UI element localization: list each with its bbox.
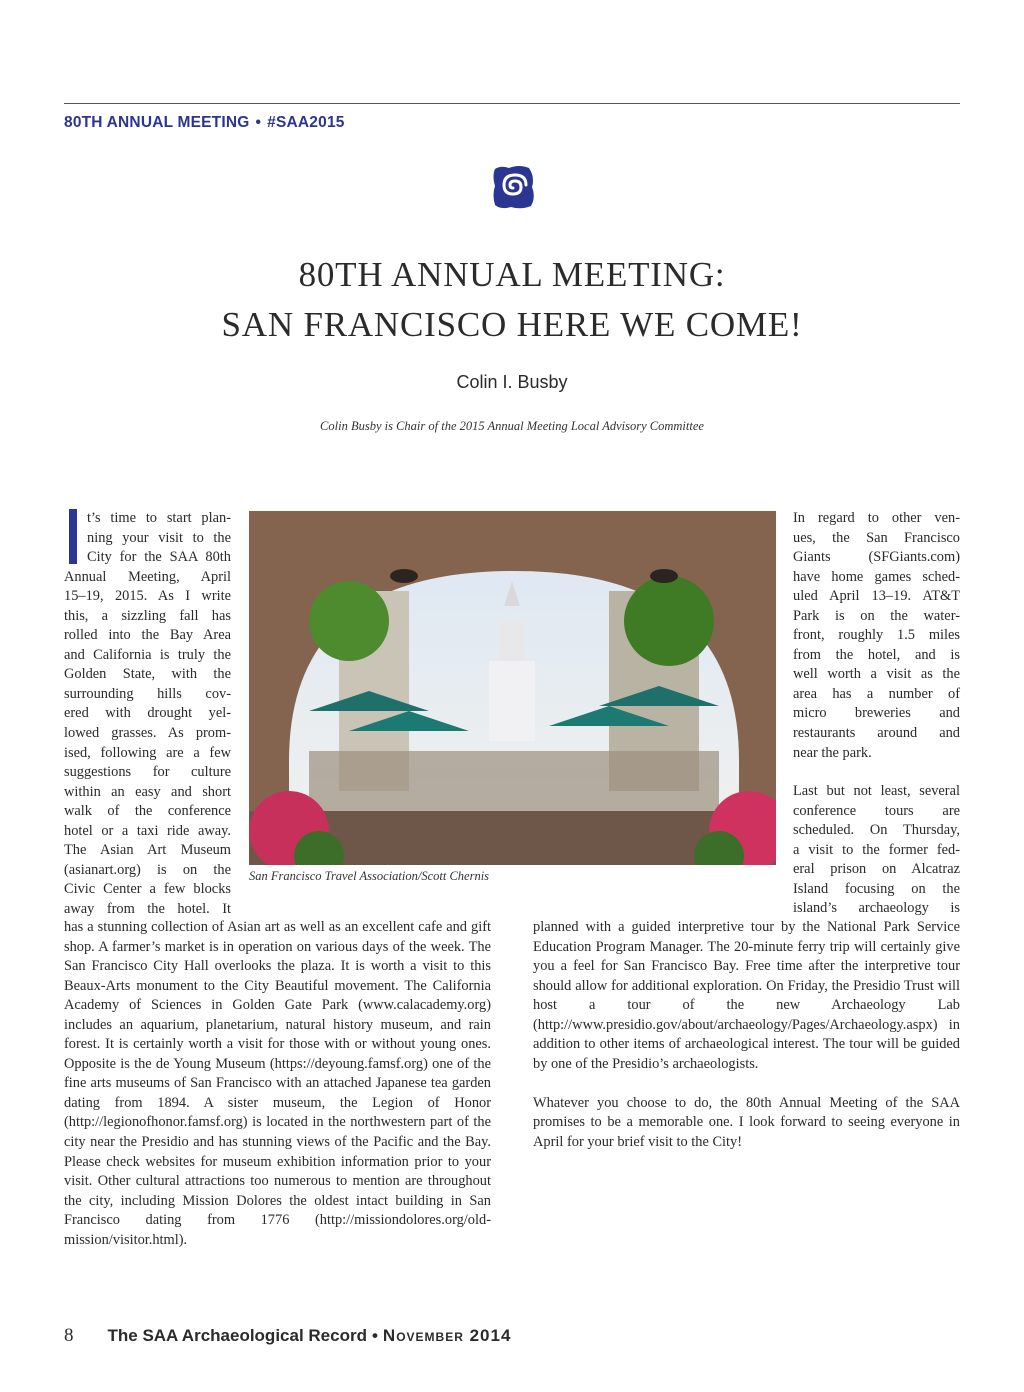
paragraph: planned with a guided interpretive tour by the National Park Service Education Program Manager. The 20-minute ferry trip will certainly give you a feel for San Francisco Bay. Free time after the interpretive tour should allow for additional exploration. On Friday, the Presidio Trust will host a tour of the new Archaeology Lab (http://www.presidio.gov/about/archaeology/Pages/Archaeology.aspx) in addition to other items of archaeological interest. The tour will be guided by one of the Presidio’s archaeologists.	[533, 919, 960, 1072]
text-line: restaurants around and	[793, 725, 960, 742]
author-name: Colin I. Busby	[456, 372, 568, 392]
saa-spiral-logo-icon	[491, 163, 536, 211]
text-line: Golden State, with the	[64, 666, 231, 683]
text-line: a visit to the former fed-	[793, 841, 960, 858]
text-line: lowed grasses. As prom-	[64, 725, 231, 742]
page-footer	[64, 1325, 511, 1347]
ferry-building-photo	[249, 511, 776, 865]
text-line: Civic Center a few blocks	[64, 881, 231, 898]
title-line-1: 80TH ANNUAL MEETING:	[298, 255, 726, 294]
text-line: scheduled. On Thursday,	[793, 822, 960, 839]
text-line: well worth a visit as the	[793, 666, 960, 683]
text-line: Giants (SFGiants.com)	[793, 549, 960, 566]
running-head-separator: •	[255, 114, 262, 131]
running-head	[64, 114, 345, 132]
text-line: island’s archaeology is	[793, 900, 960, 917]
column-1-continuation	[64, 918, 491, 1250]
text-line: suggestions for culture	[64, 764, 231, 781]
running-head-title: 80TH ANNUAL MEETING	[64, 114, 250, 131]
text-line: City for the SAA 80th	[87, 549, 231, 566]
text-line: Last but not least, several	[793, 783, 960, 799]
text-line: Island focusing on the	[793, 880, 960, 897]
journal-name: The SAA Archaeological Record	[107, 1326, 367, 1345]
page-number: 8	[64, 1325, 74, 1346]
text-line: ning your visit to the	[87, 529, 231, 546]
issue-date: November 2014	[382, 1326, 512, 1345]
text-line: Park is on the water-	[793, 607, 960, 624]
paragraph-closing: Whatever you choose to do, the 80th Annual Meeting of the SAA promises to be a memorable one. I look forward to seeing everyone in April for your brief visit to the City!	[533, 1094, 960, 1151]
text-line: this, a sizzling fall has	[64, 607, 231, 624]
column-1-text	[64, 509, 231, 919]
text-line: and California is truly the	[64, 646, 231, 663]
title-line-2: SAN FRANCISCO HERE WE COME!	[221, 305, 803, 344]
text-line: In regard to other ven-	[793, 510, 960, 526]
column-3-paragraph-2	[793, 782, 960, 919]
text-line: away from the hotel. It	[64, 900, 231, 917]
top-rule	[64, 103, 960, 104]
footer-separator: •	[371, 1326, 378, 1345]
text-line: Annual Meeting, April	[64, 568, 231, 585]
running-head-hashtag: #SAA2015	[267, 114, 345, 131]
text-line: uled April 13–19. AT&T	[793, 588, 960, 605]
text-line: from the hotel, and is	[793, 646, 960, 663]
text-line: (asianart.org) is on the	[64, 861, 231, 878]
text-line: The Asian Art Museum	[64, 842, 231, 859]
author-role: Colin Busby is Chair of the 2015 Annual Meeting Local Advisory Committee	[320, 419, 704, 433]
photo-caption: San Francisco Travel Association/Scott Chernis	[249, 869, 490, 883]
text-line: conference tours are	[793, 802, 960, 819]
text-line: ues, the San Francisco	[793, 529, 960, 546]
column-2-continuation	[533, 918, 960, 1153]
text-line: rolled into the Bay Area	[64, 627, 231, 644]
column-3-paragraph-1	[793, 509, 960, 763]
text-line: surrounding hills cov-	[64, 685, 231, 702]
paragraph: has a stunning collection of Asian art as well as an excellent cafe and gift shop. A farmer’s market is in operation on various days of the week. The San Francisco City Hall overlooks the plaza. It is worth a visit to this Beaux-Arts monument to the City Beautiful movement. The California Academy of Sciences in Golden Gate Park (www.calacademy.org) includes an aquarium, planetarium, natural history museum, and rain forest. It is certainly worth a visit for those with or without young ones. Opposite is the de Young Museum (https://deyoung.famsf.org) one of the fine arts museums of San Francisco with an attached Japanese tea garden dating from 1894. A sister museum, the Legion of Honor (http://legionofhonor.famsf.org) is located in the northwestern part of the city near the Presidio and has stunning views of the Pacific and the Bay. Please check websites for museum exhibition information prior to your visit. Other cultural attractions too numerous to mention are throughout the city, including Mission Dolores the oldest intact building in San Francisco dating from 1776 (http://missiondolores.org/old-mission/visitor.html).	[64, 919, 491, 1248]
text-line: ised, following are a few	[64, 744, 231, 761]
text-line: micro breweries and	[793, 705, 960, 722]
text-line: near the park.	[793, 744, 872, 761]
text-line: front, roughly 1.5 miles	[793, 627, 960, 644]
text-line: walk of the conference	[64, 803, 231, 820]
text-line: t’s time to start plan-	[87, 510, 231, 526]
text-line: within an easy and short	[64, 783, 231, 800]
article-title	[64, 250, 960, 350]
text-line: ered with drought yel-	[64, 705, 231, 722]
text-line: have home games sched-	[793, 568, 960, 585]
text-line: hotel or a taxi ride away.	[64, 822, 231, 839]
text-line: eral prison on Alcatraz	[793, 861, 960, 878]
text-line: 15–19, 2015. As I write	[64, 588, 231, 605]
text-line: area has a number of	[793, 685, 960, 702]
